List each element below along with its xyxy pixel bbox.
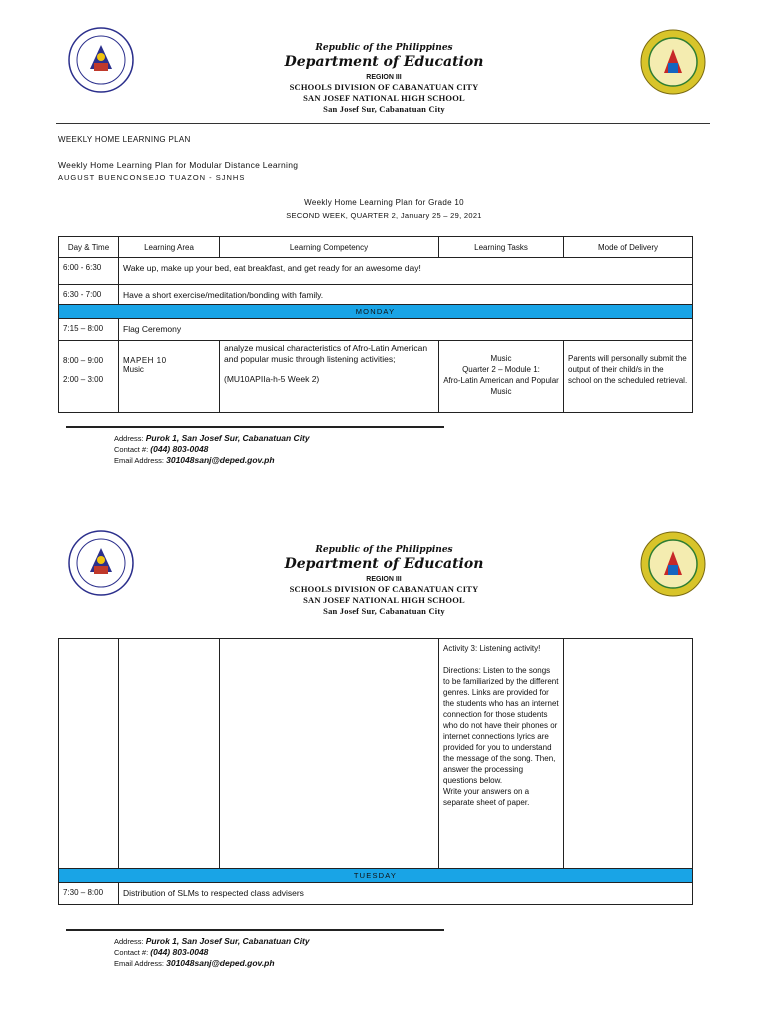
footer-contact	[114, 433, 310, 466]
school-name: SAN JOSEF NATIONAL HIGH SCHOOL	[303, 93, 465, 103]
activity-cell: Flag Ceremony	[119, 319, 693, 341]
address-value: Purok 1, San Josef Sur, Cabanatuan City	[145, 936, 310, 946]
school-name: SAN JOSEF NATIONAL HIGH SCHOOL	[303, 595, 465, 605]
email-value: 301048sanj@deped.gov.ph	[166, 958, 275, 968]
header-learning-tasks: Learning Tasks	[439, 237, 564, 258]
plan-heading: WEEKLY HOME LEARNING PLAN	[58, 135, 191, 144]
address-value: Purok 1, San Josef Sur, Cabanatuan City	[145, 433, 310, 443]
letterhead	[0, 43, 768, 114]
letterhead	[0, 545, 768, 616]
table-row	[59, 319, 693, 341]
department-title: Department of Education	[284, 556, 484, 572]
activity-cell: Wake up, make up your bed, eat breakfast, and get ready for an awesome day!	[119, 258, 693, 285]
table-row	[59, 285, 693, 305]
header-learning-competency: Learning Competency	[220, 237, 439, 258]
area-cell	[119, 639, 220, 869]
time-cell	[59, 341, 119, 413]
task-module: Quarter 2 – Module 1:	[462, 365, 540, 374]
activity-title: Activity 3: Listening activity!	[443, 644, 541, 653]
time-cell: 6:30 - 7:00	[59, 285, 119, 305]
competency-code: (MU10APIIa-h-5 Week 2)	[224, 374, 320, 384]
region-line: REGION III	[366, 74, 402, 81]
delivery-cell	[564, 639, 693, 869]
email-label: Email Address:	[114, 959, 165, 968]
teacher-name: AUGUST BUENCONSEJO TUAZON - SJNHS	[58, 173, 246, 182]
table-row	[59, 258, 693, 285]
time-cell: 7:15 – 8:00	[59, 319, 119, 341]
activity-cell: Distribution of SLMs to respected class advisers	[119, 883, 693, 905]
competency-cell	[220, 639, 439, 869]
competency-text: analyze musical characteristics of Afro-Latin American and popular music through listening activities;	[224, 343, 428, 364]
plan-subheading: Weekly Home Learning Plan for Modular Distance Learning	[58, 160, 299, 170]
school-location: San Josef Sur, Cabanatuan City	[323, 606, 445, 616]
contact-label: Contact #:	[114, 948, 149, 957]
page-2	[0, 500, 768, 1024]
table-row	[59, 639, 693, 869]
area-subject: MAPEH 10	[123, 356, 167, 365]
header-divider	[56, 123, 710, 124]
task-title: Afro-Latin American and Popular Music	[443, 376, 559, 396]
address-label: Address:	[114, 937, 144, 946]
area-component: Music	[123, 365, 144, 374]
email-label: Email Address:	[114, 456, 165, 465]
time-cell	[59, 639, 119, 869]
task-subject: Music	[490, 354, 512, 363]
table-header-row	[59, 237, 693, 258]
day-bar-monday	[59, 305, 693, 319]
header-learning-area: Learning Area	[119, 237, 220, 258]
division-line: SCHOOLS DIVISION OF CABANATUAN CITY	[289, 82, 479, 92]
grade-title: Weekly Home Learning Plan for Grade 10	[304, 198, 464, 207]
address-label: Address:	[114, 434, 144, 443]
activity-cell: Have a short exercise/meditation/bonding with family.	[119, 285, 693, 305]
time-slot-morning: 8:00 – 9:00	[63, 356, 104, 365]
tasks-cell	[439, 341, 564, 413]
time-slot-afternoon: 2:00 – 3:00	[63, 375, 104, 384]
learning-plan-table	[58, 236, 693, 413]
footer-contact	[114, 936, 310, 969]
footer-divider	[66, 929, 444, 931]
time-cell: 7:30 – 8:00	[59, 883, 119, 905]
school-location: San Josef Sur, Cabanatuan City	[323, 104, 445, 114]
tasks-cell	[439, 639, 564, 869]
republic-line: Republic of the Philippines	[315, 43, 453, 53]
header-day-time: Day & Time	[59, 237, 119, 258]
division-line: SCHOOLS DIVISION OF CABANATUAN CITY	[289, 584, 479, 594]
contact-value: (044) 803-0048	[150, 444, 209, 454]
contact-label: Contact #:	[114, 445, 149, 454]
footer-divider	[66, 426, 444, 428]
republic-line: Republic of the Philippines	[315, 545, 453, 555]
email-value: 301048sanj@deped.gov.ph	[166, 455, 275, 465]
learning-plan-table-continued	[58, 638, 693, 905]
activity-directions: Directions: Listen to the songs to be familiarized by the different genres. Links are provided for the students who has an internet connection for those students who do not have their phones or internet connections lyrics are provided for you to understand the message of the song. Then, answer the processing questions below.	[443, 666, 559, 785]
time-cell: 6:00 - 6:30	[59, 258, 119, 285]
department-title: Department of Education	[284, 54, 484, 70]
day-bar-tuesday	[59, 869, 693, 883]
activity-instructions: Write your answers on a separate sheet of paper.	[443, 787, 530, 807]
contact-value: (044) 803-0048	[150, 947, 209, 957]
week-line: SECOND WEEK, QUARTER 2, January 25 – 29, 2021	[286, 211, 482, 220]
table-row	[59, 883, 693, 905]
competency-cell	[220, 341, 439, 413]
page-1	[0, 0, 768, 500]
delivery-cell: Parents will personally submit the output of their child/s in the school on the scheduled retrieval.	[564, 341, 693, 413]
table-row	[59, 341, 693, 413]
header-mode-of-delivery: Mode of Delivery	[564, 237, 693, 258]
area-cell	[119, 341, 220, 413]
region-line: REGION III	[366, 576, 402, 583]
day-label: MONDAY	[59, 305, 693, 319]
day-label: TUESDAY	[59, 869, 693, 883]
